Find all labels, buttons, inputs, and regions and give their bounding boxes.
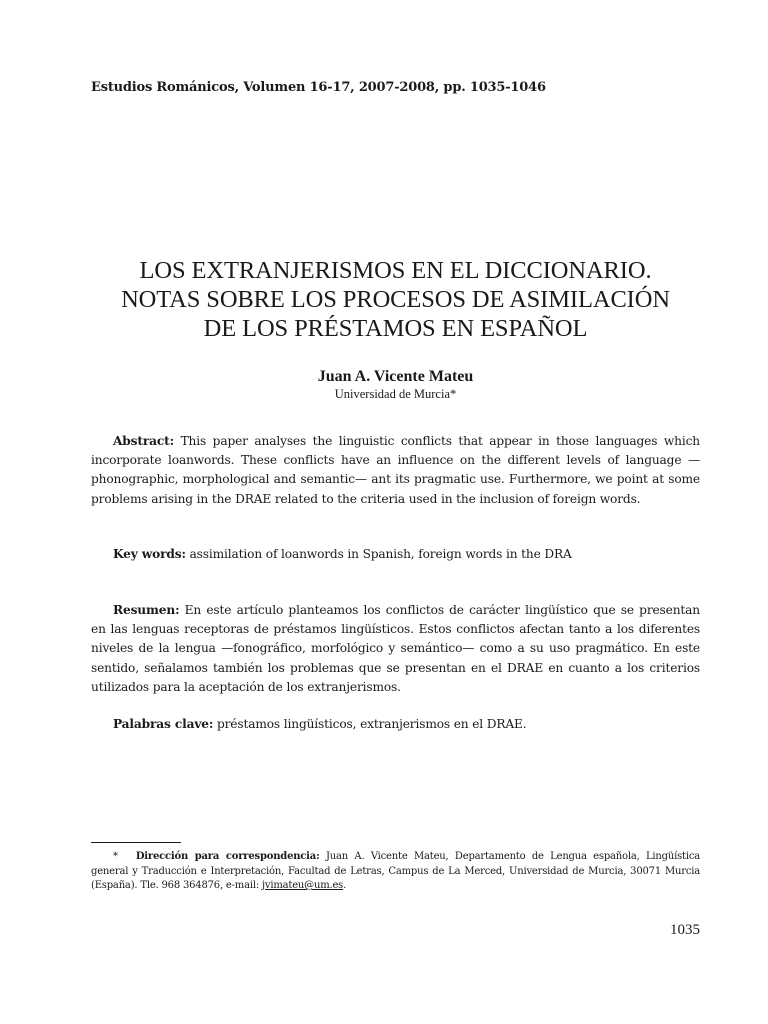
page-number: 1035 — [670, 922, 700, 938]
footnote-marker: * — [113, 851, 118, 862]
palabras-clave-text: préstamos lingüísticos, extranjerismos en el DRAE. — [216, 717, 527, 731]
footnote — [91, 850, 700, 894]
title-line: LOS EXTRANJERISMOS EN EL DICCIONARIO. — [139, 257, 652, 284]
article-title — [91, 256, 700, 343]
palabras-clave-label: Palabras clave: — [113, 717, 214, 731]
title-line: DE LOS PRÉSTAMOS EN ESPAÑOL — [203, 315, 588, 342]
resumen-paragraph — [91, 601, 700, 697]
resumen-text: En este artículo planteamos los conflictos de carácter lingüístico que se presentan en las lenguas receptoras de préstamos lingüísticos. Estos conflictos afectan tanto a los diferentes niveles de la lengua —fonográfico, morfológico y semántico— como a su uso pragmático. En este sentido, señalamos también los problemas que se presentan en el DRAE en cuanto a los criterios utilizados para la aceptación de los extranjerismos. — [91, 603, 700, 694]
footnote-email-link[interactable]: jvimateu@um.es — [261, 880, 344, 891]
running-head: Estudios Románicos, Volumen 16-17, 2007-2008, pp. 1035-1046 — [91, 80, 546, 95]
title-line: NOTAS SOBRE LOS PROCESOS DE ASIMILACIÓN — [121, 286, 670, 313]
abstract-paragraph — [91, 432, 700, 509]
author-name: Juan A. Vicente Mateu — [317, 368, 474, 385]
keywords-paragraph — [91, 545, 700, 564]
keywords-text: assimilation of loanwords in Spanish, foreign words in the DRA — [189, 547, 572, 561]
footnote-text: Juan A. Vicente Mateu, Departamento de Lengua española, Lingüística general y Traducción e Interpretación, Facultad de Letras, Campus de La Merced, Universidad de Murcia, 30071 Murcia (España). Tle. 968 364876, e-mail: — [91, 851, 701, 891]
resumen-label: Resumen: — [113, 603, 180, 617]
footnote-tail: . — [343, 880, 347, 891]
author-affiliation: Universidad de Murcia* — [334, 387, 457, 401]
abstract-text: This paper analyses the linguistic conflicts that appear in those languages which incorporate loanwords. These conflicts have an influence on the different levels of language —phonographic, morphological and semantic— ant its pragmatic use. Furthermore, we point at some problems arising in the DRAE related to the criteria used in the inclusion of foreign words. — [91, 434, 700, 506]
footnote-label: Dirección para correspondencia: — [135, 851, 320, 862]
footnote-divider — [91, 842, 181, 843]
document-page — [91, 0, 700, 1024]
keywords-label: Key words: — [113, 547, 186, 561]
abstract-label: Abstract: — [113, 434, 174, 448]
palabras-clave-paragraph — [91, 715, 700, 734]
